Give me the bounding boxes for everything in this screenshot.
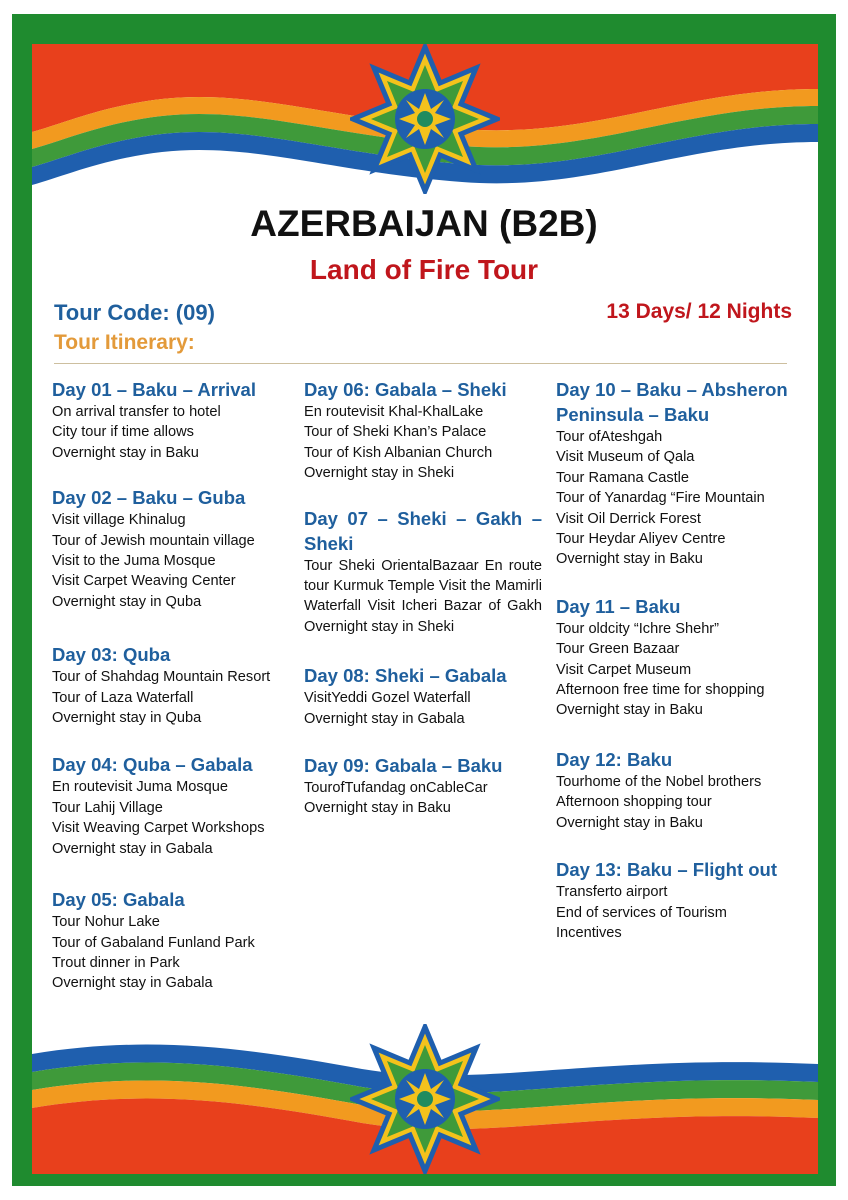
octagram-emblem-bottom-icon <box>350 1024 500 1174</box>
day-line: Incentives <box>556 924 622 941</box>
day-line: En routevisit Khal-KhalLake <box>304 404 484 420</box>
day-line: City tour if time allows <box>52 424 194 441</box>
day-title: Day 13: Baku – Flight out <box>556 859 778 881</box>
day-title: Day 05: Gabala <box>52 889 185 911</box>
day-line: Tour of Laza Waterfall <box>52 689 194 706</box>
day-title: Day 01 – Baku – Arrival <box>52 379 256 400</box>
day-line: Visit Museum of Qala <box>556 449 695 466</box>
day-06 <box>304 377 542 484</box>
day-03 <box>52 642 287 728</box>
day-line: Tour of Gabaland Funland Park <box>52 934 255 951</box>
day-line: Tour of Sheki Khan’s Palace <box>304 424 487 441</box>
day-line: Overnight stay in Baku <box>304 800 451 817</box>
day-line: Afternoon free time for shopping <box>556 682 765 699</box>
tour-duration: 13 Days/ 12 Nights <box>606 300 792 323</box>
day-13 <box>556 857 796 943</box>
day-title: Day 10 – Baku – Absheron Peninsula – Baku <box>556 379 788 425</box>
day-line: Tour Heydar Aliyev Centre <box>556 531 726 548</box>
itinerary-heading: Tour Itinerary: <box>54 331 195 354</box>
day-line: Tour of Yanardag “Fire Mountain <box>556 490 765 507</box>
day-line: TourofTufandag onCableCar <box>304 780 488 797</box>
day-line: Tour of Jewish mountain village <box>52 532 255 549</box>
day-line: Overnight stay in Baku <box>556 551 703 568</box>
octagram-emblem-icon <box>350 44 500 194</box>
day-line: Visit Weaving Carpet Workshops <box>52 820 265 837</box>
day-line: Overnight stay in Gabala <box>52 840 213 857</box>
day-line: Visit Carpet Weaving Center <box>52 573 236 590</box>
day-line: Visit Carpet Museum <box>556 661 692 678</box>
day-line: Transferto airport <box>556 884 668 901</box>
day-line: VisitYeddi Gozel Waterfall <box>304 690 471 707</box>
day-line: Visit to the Juma Mosque <box>52 553 216 570</box>
day-title: Day 02 – Baku – Guba <box>52 487 246 509</box>
day-title: Day 07 – Sheki – Gakh – Sheki <box>304 507 542 554</box>
day-line: Tour of Shahdag Mountain Resort <box>52 669 271 686</box>
day-line: Tour Lahij Village <box>52 799 163 816</box>
day-line: Tourhome of the Nobel brothers <box>556 773 762 790</box>
day-line: Visit village Khinalug <box>52 512 186 529</box>
day-04 <box>52 752 287 859</box>
day-11 <box>556 594 796 721</box>
day-line: Overnight stay in Baku <box>556 814 703 831</box>
day-title: Day 04: Quba – Gabala <box>52 754 253 776</box>
day-title: Day 08: Sheki – Gabala <box>304 665 507 687</box>
itinerary-column-1 <box>52 377 287 994</box>
day-line: Tour Green Bazaar <box>556 641 680 658</box>
day-line: Tour oldcity “Ichre Shehr” <box>556 620 720 637</box>
day-line: Tour Nohur Lake <box>52 914 160 931</box>
day-02 <box>52 485 287 612</box>
day-line: Visit Oil Derrick Forest <box>556 510 701 527</box>
day-line: Overnight stay in Gabala <box>304 710 465 727</box>
day-07 <box>304 506 542 638</box>
itinerary-column-3 <box>556 377 796 943</box>
day-title: Day 06: Gabala – Sheki <box>304 379 507 400</box>
day-12 <box>556 747 796 833</box>
day-title: Day 12: Baku <box>556 748 673 770</box>
day-line: Overnight stay in Sheki <box>304 465 455 482</box>
day-title: Day 09: Gabala – Baku <box>304 755 503 777</box>
day-line: On arrival transfer to hotel <box>52 404 221 420</box>
day-line: Overnight stay in Quba <box>52 710 202 727</box>
day-08 <box>304 663 542 729</box>
day-05 <box>52 887 287 994</box>
day-title: Day 03: Quba <box>52 644 171 666</box>
day-paragraph: Tour Sheki OrientalBazaar En route tour Kurmuk Temple Visit the Mamirli Waterfall Visit Icheri Bazar of Gakh Overnight stay in Sheki <box>304 557 542 635</box>
day-line: Overnight stay in Gabala <box>52 975 213 992</box>
day-line: Overnight stay in Quba <box>52 593 202 610</box>
day-line: Tour ofAteshgah <box>556 429 663 445</box>
day-10 <box>556 377 796 570</box>
day-line: Trout dinner in Park <box>52 954 180 971</box>
day-line: En routevisit Juma Mosque <box>52 779 229 796</box>
page-subtitle: Land of Fire Tour <box>309 254 539 285</box>
day-line: Overnight stay in Baku <box>556 702 703 719</box>
day-line: Tour Ramana Castle <box>556 469 690 486</box>
day-01 <box>52 377 287 463</box>
page-title: AZERBAIJAN (B2B) <box>250 203 598 244</box>
tour-code: Tour Code: (09) <box>54 300 215 325</box>
divider <box>54 363 787 364</box>
itinerary-column-2 <box>304 377 542 819</box>
day-line: End of services of Tourism <box>556 904 727 921</box>
day-line: Tour of Kish Albanian Church <box>304 444 493 461</box>
day-title: Day 11 – Baku <box>556 595 681 617</box>
day-line: Overnight stay in Baku <box>52 444 199 461</box>
day-09 <box>304 753 542 819</box>
day-line: Afternoon shopping tour <box>556 794 712 811</box>
